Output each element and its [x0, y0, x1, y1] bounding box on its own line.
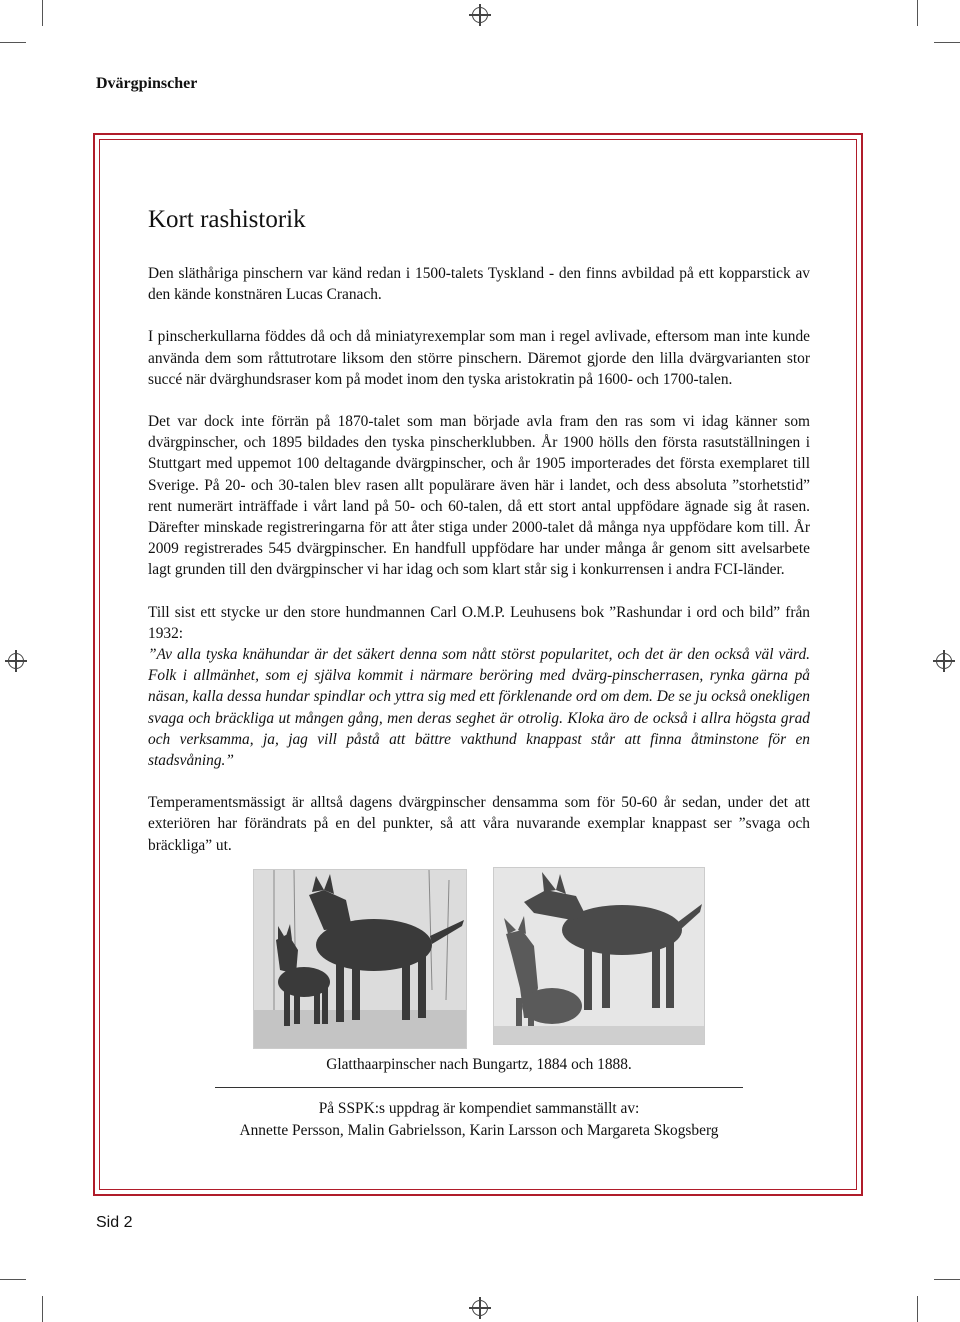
figure-caption: Glatthaarpinscher nach Bungartz, 1884 och 1888. [326, 1055, 632, 1073]
quote-text: ”Av alla tyska knähundar är det säkert denna som nått störst popularitet, och det är den också väl värd. Folk i allmänhet, som ej själva kommit i närmare beröring med dvärg-pinscherrasen, rynka gärna på näsan, kalla dessa hundar spindlar och yttra sig med ett förklenande ord om dem. De se ju också onekligen svaga och bräckliga ut mången gång, men deras seghet är otrolig. Kloka äro de också i allra högsta grad och verksamma, ja, jag vill påstå att bättre vakthund knappast står att finna åtminstone för en stadsvåning.” [148, 646, 810, 770]
credits [148, 1098, 810, 1142]
dog-illustration-right [493, 867, 705, 1045]
crop-mark [917, 0, 918, 26]
registration-mark-icon [936, 653, 952, 669]
article-title: Kort rashistorik [148, 206, 306, 233]
registration-mark-icon [472, 7, 488, 23]
credits-authors: Annette Persson, Malin Gabrielsson, Karin Larsson och Margareta Skogsberg [239, 1122, 719, 1140]
quote-block [148, 602, 810, 772]
paragraph: Det var dock inte förrän på 1870-talet som man började avla fram den ras som vi idag känner som dvärgpinscher, och 1895 bildades den tyska pinscherklubben. År 1900 hölls den första rasutställningen i Stuttgart med uppemot 100 deltagande dvärgpinscher, och år 1905 importerades det första exemplaret till Sverige. På 20- och 30-talen blev rasen allt populärare även här i landet, och dess absoluta ”storhetstid” rent numerärt inträffade i vårt land på 50- och 60-talen, då ett stort antal uppfödare ägnade sig åt rasen. Därefter minskade registreringarna för att åter stiga under 2000-talet då många nya uppfödare kom till. År 2009 registrerades 545 dvärgpinscher. En handfull uppfödare har under många år genom sitt avelsarbete lagt grunden till den dvärgpinscher vi har idag och som klart står sig i konkurrensen i andra FCI-länder. [148, 413, 810, 579]
crop-mark [0, 1279, 26, 1280]
registration-mark-icon [472, 1300, 488, 1316]
crop-mark [42, 0, 43, 26]
crop-mark [917, 1296, 918, 1322]
figure [148, 869, 810, 1049]
divider [215, 1087, 743, 1088]
paragraph: I pinscherkullarna föddes då och då miniatyrexemplar som man i regel avlivade, eftersom man inte kunde använda dem som råttutrotare liksom den större pinschern. Däremot gjorde den lilla dvärgvarianten stor succé när dvärghundsraser kom på modet inom den tyska aristokratin på 1600- och 1700-talen. [148, 328, 810, 388]
article [148, 205, 810, 1142]
credits-line: På SSPK:s uppdrag är kompendiet sammanställt av: [318, 1100, 640, 1118]
page-number: Sid 2 [96, 1214, 133, 1231]
quote-intro: Till sist ett stycke ur den store hundmannen Carl O.M.P. Leuhusens bok ”Rashundar i ord och bild” från 1932: [148, 603, 810, 642]
crop-mark [0, 42, 26, 43]
crop-mark [934, 1279, 960, 1280]
dog-illustration-left [253, 869, 467, 1049]
crop-mark [42, 1296, 43, 1322]
crop-mark [934, 42, 960, 43]
closing-paragraph: Temperamentsmässigt är alltså dagens dvärgpinscher densamma som för 50-60 år sedan, under det att exteriören har förändrats på en del punkter, så att våra nuvarande exemplar knappast ser ”svaga och bräckliga” ut. [148, 794, 810, 854]
paragraph: Den släthåriga pinschern var känd redan i 1500-talets Tyskland - den finns avbildad på ett kopparstick av den kände konstnären Lucas Cranach. [148, 265, 810, 304]
registration-mark-icon [8, 653, 24, 669]
running-header: Dvärgpinscher [96, 75, 198, 92]
